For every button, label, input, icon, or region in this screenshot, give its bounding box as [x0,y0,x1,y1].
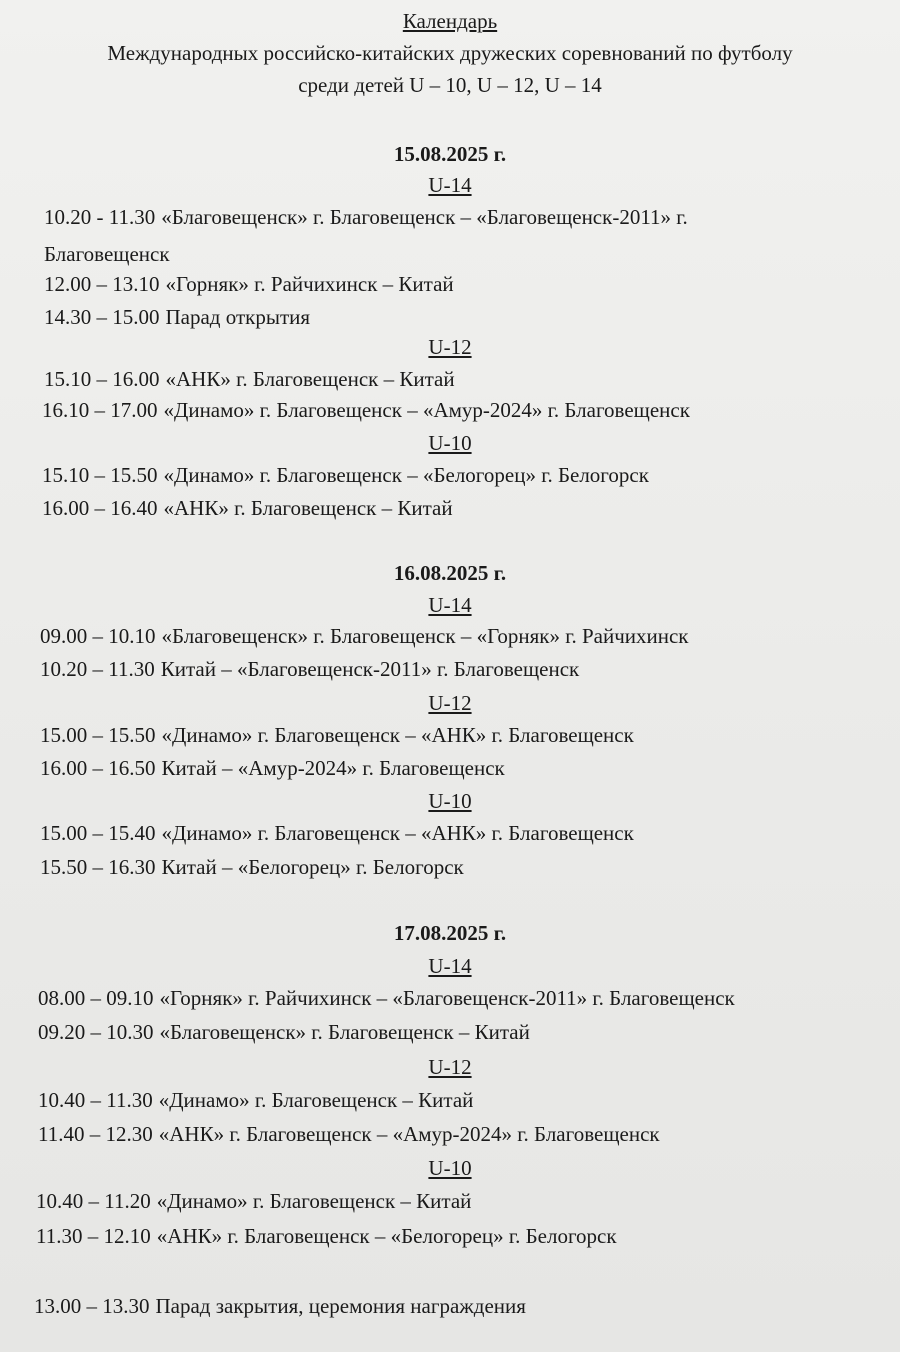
group-heading: U-10 [428,789,472,813]
match-time: 15.00 – 15.40 [40,821,156,845]
match-teams: Парад открытия [165,305,311,329]
match-row [42,495,453,521]
day-date: 15.08.2025 г. [393,142,507,166]
match-time: 10.40 – 11.20 [36,1189,151,1213]
match-time: 10.20 – 11.30 [40,657,155,681]
match-teams: Китай – «Амур-2024» г. Благовещенск [161,756,505,780]
match-row [40,854,464,880]
match-row [38,1019,530,1045]
match-row [40,722,634,748]
match-teams: «Благовещенск» г. Благовещенск – Китай [159,1020,530,1044]
match-teams: «Динамо» г. Благовещенск – «Амур-2024» г. Благовещенск [163,398,690,422]
group-heading: U-12 [428,1055,472,1079]
match-time: 10.20 - 11.30 [44,205,156,229]
match-time: 11.40 – 12.30 [38,1122,153,1146]
match-teams: «Благовещенск» г. Благовещенск – «Горняк» г. Райчихинск [161,624,689,648]
match-time: 09.00 – 10.10 [40,624,156,648]
match-row [44,304,310,330]
match-time: 14.30 – 15.00 [44,305,160,329]
match-row [40,755,505,781]
match-time: 16.00 – 16.40 [42,496,158,520]
match-teams: «Динамо» г. Благовещенск – Китай [156,1189,472,1213]
match-teams: «Динамо» г. Благовещенск – Китай [158,1088,474,1112]
match-row [44,204,688,230]
day-date: 16.08.2025 г. [393,561,507,585]
match-row [36,1188,471,1214]
group-heading: U-12 [428,691,472,715]
match-teams: Китай – «Благовещенск-2011» г. Благовещенск [160,657,580,681]
day-date: 17.08.2025 г. [393,921,507,945]
match-teams: «АНК» г. Благовещенск – «Белогорец» г. Белогорск [156,1224,617,1248]
match-teams: «Динамо» г. Благовещенск – «АНК» г. Благовещенск [161,723,634,747]
match-time: 15.00 – 15.50 [40,723,156,747]
group-heading: U-14 [428,954,472,978]
match-time: 10.40 – 11.30 [38,1088,153,1112]
match-row [40,820,634,846]
match-row [40,656,579,682]
closing-time: 13.00 – 13.30 [34,1294,150,1318]
match-time: 15.10 – 15.50 [42,463,158,487]
document-subtitle-line-1: Международных российско-китайских дружеских соревнований по футболу [107,41,793,65]
match-row [40,623,689,649]
match-teams: «АНК» г. Благовещенск – Китай [165,367,455,391]
group-heading: U-12 [428,335,472,359]
match-row [38,1087,473,1113]
group-heading: U-14 [428,173,472,197]
match-teams: «Горняк» г. Райчихинск – «Благовещенск-2011» г. Благовещенск [159,986,735,1010]
document-subtitle-line-2: среди детей U – 10, U – 12, U – 14 [298,73,602,97]
match-row [38,1121,660,1147]
match-teams: «Горняк» г. Райчихинск – Китай [165,272,454,296]
match-teams: Китай – «Белогорец» г. Белогорск [161,855,464,879]
match-time: 15.10 – 16.00 [44,367,160,391]
match-row [44,366,455,392]
match-row [42,462,649,488]
match-row [44,241,170,267]
match-teams: «Динамо» г. Благовещенск – «Белогорец» г. Белогорск [163,463,649,487]
match-row [36,1223,617,1249]
group-heading: U-10 [428,431,472,455]
match-time: 09.20 – 10.30 [38,1020,154,1044]
match-teams: «АНК» г. Благовещенск – «Амур-2024» г. Благовещенск [158,1122,660,1146]
match-teams: «Динамо» г. Благовещенск – «АНК» г. Благовещенск [161,821,634,845]
closing-text: Парад закрытия, церемония награждения [155,1294,526,1318]
match-time: 12.00 – 13.10 [44,272,160,296]
match-teams: «Благовещенск» г. Благовещенск – «Благовещенск-2011» г. [161,205,688,229]
document-title: Календарь [402,9,498,33]
match-time: 16.00 – 16.50 [40,756,156,780]
match-time: 08.00 – 09.10 [38,986,154,1010]
match-teams: Благовещенск [44,242,170,266]
match-time: 16.10 – 17.00 [42,398,158,422]
match-row [44,271,454,297]
match-time: 11.30 – 12.10 [36,1224,151,1248]
group-heading: U-10 [428,1156,472,1180]
match-row [38,985,735,1011]
closing-row [34,1293,526,1319]
group-heading: U-14 [428,593,472,617]
match-teams: «АНК» г. Благовещенск – Китай [163,496,453,520]
match-row [42,397,690,423]
match-time: 15.50 – 16.30 [40,855,156,879]
